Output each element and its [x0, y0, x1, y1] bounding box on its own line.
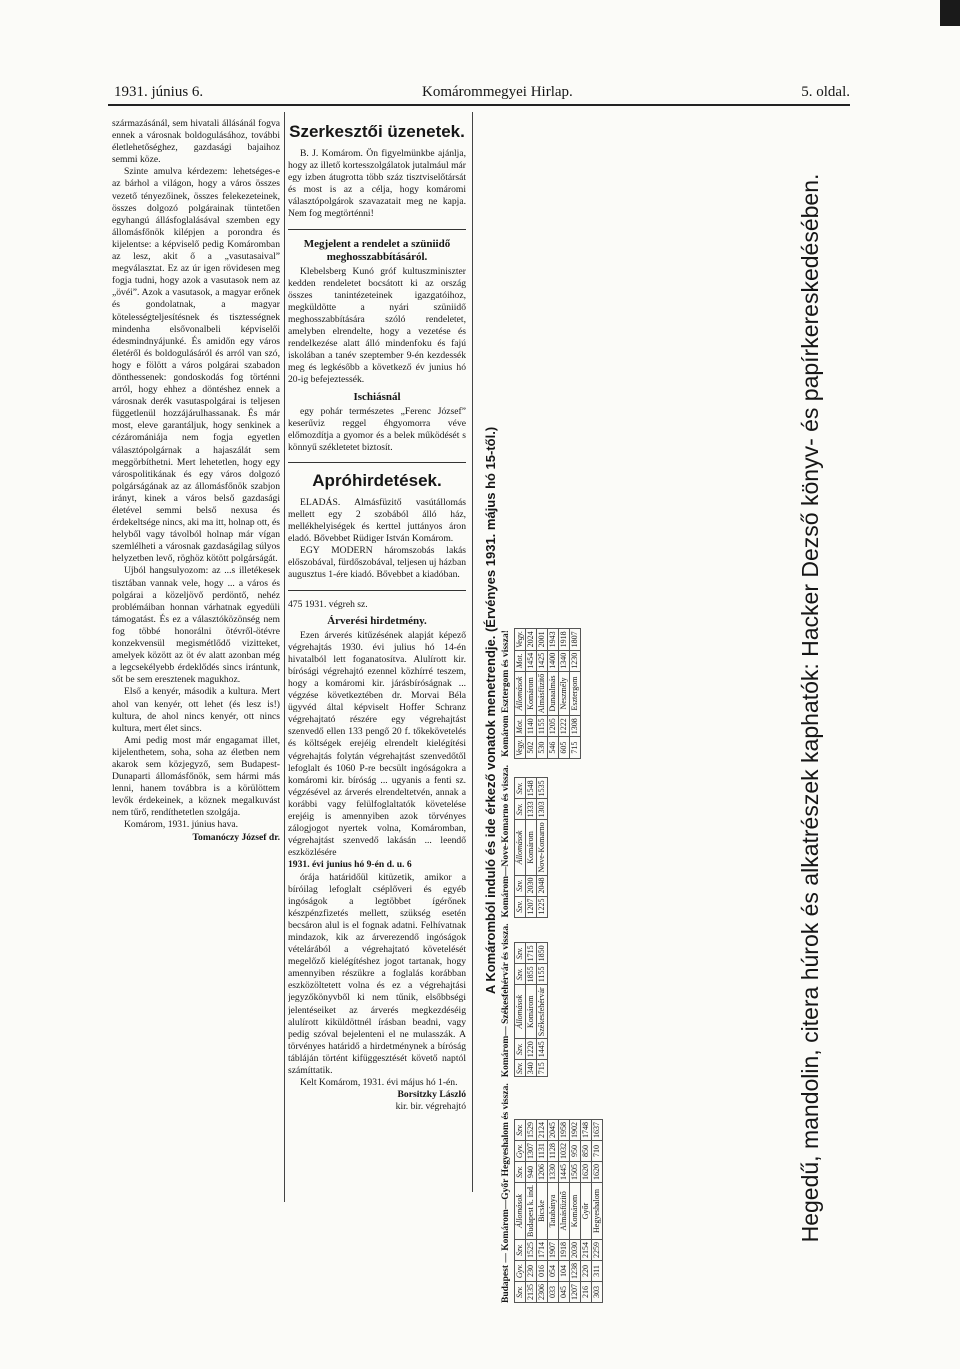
timetable-cell: 1220 — [526, 1039, 537, 1060]
timetable-cell: 1529 — [526, 1120, 537, 1141]
timetable-header-cell: Mot. — [515, 650, 526, 671]
timetable-cell: 311 — [592, 1261, 603, 1282]
place-date: Komárom, 1931. június hava. — [124, 819, 239, 831]
timetable-header-cell: Szv. — [515, 896, 526, 917]
timetable-cell: 1308 — [570, 716, 581, 737]
column-divider — [472, 112, 473, 1192]
timetable-header-cell: Szv. — [515, 943, 526, 964]
timetable-cell: 1400 — [548, 650, 559, 671]
article-column — [112, 118, 280, 1198]
timetable-cell: Nove-Komarno — [537, 820, 548, 875]
timetable-cell: 2045 — [548, 1120, 559, 1141]
timetable-header-cell: Mot. — [515, 716, 526, 737]
timetable-table — [514, 942, 548, 1077]
timetable-cell: 1128 — [548, 1141, 559, 1162]
editorial-text: B. J. Komárom. Ön figyelmünkbe ajánlja, hogy az illető kortesszolgálatok jutalmául már egy izben átugrotta több száz tisztviselőtársát és most is az a célja, hogy komáromi választópolgárok szavazatait meg ne kapja. Nem fog megtörténni! — [288, 148, 466, 220]
timetable-cell: 1505 — [570, 1162, 581, 1183]
divider — [288, 462, 466, 463]
timetable-row — [592, 1120, 603, 1303]
timetable-section — [500, 1083, 603, 1303]
timetable-row — [559, 1120, 570, 1303]
timetable-row — [548, 1120, 559, 1303]
timetable-cell: 1207 — [526, 896, 537, 917]
timetable-row — [537, 1120, 548, 1303]
timetable-cell: 546 — [548, 737, 559, 759]
scan-edge-mark — [940, 0, 960, 26]
timetable-title: A Komáromból induló és ide érkező vonatok menetrendje. (Érvényes 1931. május hó 15-től.) — [483, 426, 498, 995]
timetable-cell: 2306 — [537, 1282, 548, 1303]
timetable-section-caption: Komárom— Székesfehérvár és vissza. — [501, 923, 511, 1078]
timetable-row — [570, 629, 581, 759]
timetable-cell: 1131 — [537, 1141, 548, 1162]
timetable-cell: 715 — [570, 737, 581, 759]
timetable-header-cell: Állomások — [515, 985, 526, 1039]
timetable-cell: 1330 — [548, 1162, 559, 1183]
timetable-cell: 1140 — [526, 716, 537, 737]
timetable-cell: 1207 — [570, 1282, 581, 1303]
timetable-cell: Győr — [581, 1183, 592, 1240]
timetable-cell: 940 — [526, 1162, 537, 1183]
timetable-cell: Tatabánya — [548, 1183, 559, 1240]
advertisement — [790, 118, 830, 1298]
timetable-cell: 1807 — [570, 629, 581, 651]
auction-text-continued: órája határidőül kitüzetik, amikor a bíróilag lefoglalt cséplőveri és egyéb ingóságok a legtöbbet ígérőnek készpénzfizetés mellett, szükség esetén becsáron alul is el fognak adatni. Felhívatnak mindazok, kik az árverezendő ingóságok vételárából a végrehajtató követelését megelőző kielégítéshez jogot tartanak, hogy amennyiben részükre a foglalás korábban eszközöltetett volna és ez a végrehajtási jegyzőkönyvből ki nem tűnik, elsőbbségi jelentéseiket az árverés megkezdéséig alulírott kiküldöttnél írásban beadni, vagy pedig szóval bejelenteni el ne mulasszák. A törvényes határidő a hirdetménynek a bíróság tábláján történt kifüggesztését követő naptól számíttatik. — [288, 871, 466, 1076]
paragraph: Első a kenyér, második a kultura. Mert ahol van kenyér, ott lehet (és lesz is!) kultura, de ahol nincs kenyér, ott nincs kultura, mert élet sincs. — [112, 686, 280, 734]
timetable-cell: 605 — [559, 737, 570, 759]
timetable-cell: 1918 — [559, 629, 570, 651]
timetable-cell: Székesfehérvár — [537, 985, 548, 1039]
divider — [288, 229, 466, 230]
timetable-cell: 1155 — [537, 716, 548, 737]
paragraph: Ujból hangsulyozom: az ...s illetékesek tisztában vannak vele, hogy ... a város és polgárai a közeljövő perdöntő, nehéz problémáiban honnan várhatnak egyedüli támogatást. És ez a választóközönség nem fog többé honorálni ötévről-ötévre konzekvensül megismétlődő vizitteket, amelyek között az öt év alatt azonban még a legcsekélyebb érdeklődés sincs irántunk, sőt be sem eresztenek magukhoz. — [112, 565, 280, 686]
timetable-row — [537, 778, 548, 917]
author-signature: Tomanóczy József dr. — [192, 831, 280, 843]
train-timetable — [482, 118, 814, 1303]
timetable-cell: Hegyeshalom — [592, 1183, 603, 1240]
timetable-table — [514, 777, 548, 917]
timetable-cell: 016 — [537, 1261, 548, 1282]
auction-text: Ezen árverés kitűzésének alapját képező végrehajtás 1930. évi julius hó 14-én hivatalból lett foganatosítva. Alulírott kir. bírósági végrehajtó ezennel közhírré teszem, hogy a komáromi kir. járásbíróságnak ... végzése következtében dr. Morvai Béla ügyvéd által képviselt Hoffer Schranz végrehajtató részére egy végrehajtást szenvedő ellen 133 pengő 20 f. tőkekövetelés és költségek erejéig elrendelt kielégítési végrehajtás folytán végrehajtást szenvedőtől lefoglalt és 1060 P-re becsült ingóságokra a komáromi kir. bíróság ... ugyanis a fenti sz. végzésével az árverés elrendeltetvén, annak a korábbi vagy felülfoglaltatók követelése erejéig is amennyiben azok törvényes zálogjogot nyertek volna, Komáromban, végrehajtást szenvedő lakásán ... leendő eszközlésére — [288, 629, 466, 859]
timetable-cell: 220 — [581, 1261, 592, 1282]
news-column — [288, 118, 466, 1118]
timetable-cell: Komárom — [570, 1183, 581, 1240]
classified-ad: EGY MODERN háromszobás lakás előszobával, fürdőszobával, teljesen uj házban augusztus 1-ére kiadó. Bővebbet a kiadóban. — [288, 545, 466, 581]
timetable-cell: 1206 — [537, 1162, 548, 1183]
timetable-cell: 1620 — [581, 1162, 592, 1183]
timetable-cell: 2135 — [526, 1282, 537, 1303]
timetable-cell: Budapest k. ind. — [526, 1183, 537, 1240]
timetable-cell: Komárom — [526, 671, 537, 716]
timetable-cell: 1425 — [537, 650, 548, 671]
timetable-cell: 2030 — [526, 875, 537, 896]
newspaper-title: Komárommegyei Hirlap. — [422, 84, 573, 100]
timetable-cell: 1230 — [570, 650, 581, 671]
timetable-cell: 2030 — [570, 1240, 581, 1261]
timetable-cell: 1155 — [537, 964, 548, 985]
timetable-cell: 950 — [570, 1141, 581, 1162]
timetable-header-cell: Szv. — [515, 1060, 526, 1077]
timetable-cell: 1620 — [592, 1162, 603, 1183]
timetable-cell: 045 — [559, 1282, 570, 1303]
timetable-cell: 530 — [537, 737, 548, 759]
timetable-cell: 1958 — [559, 1120, 570, 1141]
issue-date: 1931. június 6. — [114, 84, 204, 100]
auction-date: 1931. évi junius hó 9-én d. u. 6 — [288, 859, 412, 871]
timetable-cell: 216 — [581, 1282, 592, 1303]
timetable-grid — [500, 118, 603, 1303]
timetable-table — [514, 1119, 603, 1303]
timetable-cell: 2024 — [526, 629, 537, 651]
timetable-row — [537, 943, 548, 1077]
auction-place: Kelt Komárom, 1931. évi május hó 1-én. — [300, 1077, 458, 1089]
timetable-cell: 1714 — [537, 1240, 548, 1261]
auction-signature-role: kir. bir. végrehajtó — [395, 1101, 466, 1113]
timetable-header-cell: Állomások — [515, 1183, 526, 1240]
timetable-header-cell: Szv. — [515, 1120, 526, 1141]
timetable-header-cell: Állomások — [515, 671, 526, 716]
classifieds-title: Apróhirdetések. — [312, 470, 442, 490]
timetable-row — [526, 943, 537, 1077]
timetable-cell: 340 — [526, 1060, 537, 1077]
paragraph: Szinte amulva kérdezem: lehetséges-e az bárhol a világon, hogy a város összes vezető tényezőinek, összes felekezeteinek, összes dolgozó polgárainak tüntetően egyhangú állásfoglalásával szemben egy állomásfőnök kilépjen a porondra és kijelentse: a képviselő pedig Komáromban az lesz, akit ő a „vasutasaival” megválasztat. Ez az úr igen rövidesen meg fogja tudni, hogy azok a vasutasok nem az „övéi”. Azok a vasutasok, a magyar erőnek és gondolatnak, a magyar kötelességteljesítésnek és tisztességnek mindenha elsővonalbeli képviselői édesmindnyájunké. És amidőn egy város életéről és boldogulásáról és arról van szó, hogy e fölött a város polgárai szabadon dönthessenek: gondoskodás fog történni arról, hogy ehhez a döntéshez ennek a városnak derék vasutaspolgárai is teljesen függetlenül hozzájárulhassanak. És már most, eleve garantáljuk, hogy senkinek a cézáromániája nem fogja egyetlen választópolgárnak a hajaszálát sem meggörbíthetni. Mert lehetetlen, hogy egy várospolitikának és egy város dolgozó polgárságának az az állomásfőnök szabjon irányt, kinek a város belső gazdasági életével semmi belső nexusa és érdekeltsége nincs, aki ma itt, holnap ott, és helyből vagy távolból holnap már vígan szemlélheti a városnak gazdaságilag súlyos helyzetben levő, röghöz kötött polgárságát. — [112, 166, 280, 565]
timetable-section — [500, 765, 603, 918]
timetable-row — [570, 1120, 581, 1303]
timetable-section-caption: Komárom Esztergom és vissza! — [501, 630, 511, 757]
timetable-cell: 1525 — [526, 1240, 537, 1261]
timetable-cell: Komárom — [526, 820, 537, 875]
timetable-cell: Almásfüzitő — [559, 1183, 570, 1240]
timetable-cell: 054 — [548, 1261, 559, 1282]
timetable-cell: 1637 — [592, 1120, 603, 1141]
timetable-row — [581, 1120, 592, 1303]
timetable-cell: 1222 — [559, 716, 570, 737]
timetable-cell: 1333 — [526, 799, 537, 820]
decree-text: Klebelsberg Kunó gróf kultuszminiszter kedden rendeletet bocsátott ki az ország összes tanintézeteinek igazgatóihoz, megküldötte a nyári szüniidő meghosszabbítására szóló rendeletet, amelyben elrendelte, hogy a vezetése és rendelkezése alatt álló mindenfoku és fajú iskolában a tanév szeptember 9-én kezdessék meg és legkésőbb a következő év junius hó 20-ig befejeztessék. — [288, 265, 466, 386]
auction-title: Árverési hirdetmény. — [327, 614, 427, 627]
timetable-cell: 1855 — [526, 964, 537, 985]
timetable-header-cell: Szv. — [515, 1282, 526, 1303]
editorial-title: Szerkesztői üzenetek. — [289, 122, 465, 141]
timetable-cell: 1548 — [526, 778, 537, 799]
auction-reference: 475 1931. végreh sz. — [288, 598, 368, 610]
auction-signature: Borsitzky László — [397, 1089, 466, 1101]
timetable-cell: Komárom — [526, 985, 537, 1039]
timetable-cell: 1205 — [548, 716, 559, 737]
timetable-table — [514, 628, 581, 759]
timetable-row — [526, 778, 537, 917]
timetable-cell: 2259 — [592, 1240, 603, 1261]
classified-ad: ELADÁS. Almásfüzitő vasútállomás mellett egy 2 szobából álló ház, mellékhelyiségek és kerttel juttányos áron eladó. Bővebbet Rüdiger István Komárom. — [288, 496, 466, 545]
timetable-cell: 1943 — [548, 629, 559, 651]
timetable-cell: 1902 — [570, 1120, 581, 1141]
advertisement-text: Hegedű, mandolin, citera húrok és alkatrészek kaphatók: Hacker Dezső könyv- és papírkereskedésében. — [797, 173, 823, 1243]
ischia-text: egy pohár természetes „Ferenc József” keserűviz reggel éhgyomorra véve előmozdítja a gyomor és a belek működését s könnyű székletetet biztosít. — [288, 405, 466, 453]
timetable-header-cell: Szv. — [515, 1240, 526, 1261]
page-header — [108, 82, 850, 106]
timetable-section — [500, 924, 603, 1078]
timetable-header-cell: Szv. — [515, 1039, 526, 1060]
timetable-cell: 1918 — [559, 1240, 570, 1261]
timetable-cell: 1032 — [559, 1141, 570, 1162]
paragraph: Ami pedig most már engagamat illet, kijelenthetem, soha, soha az életben nem akarok sem közjegyző, sem Budapest-Dunaparti állomásfőnök, sem hármi más lenni, hanem továbbra is a körülöttem levők érdekeinek, a köznek megalkuvást nem tűrő, rendíthetetlen szolgája. — [112, 734, 280, 819]
timetable-cell: 502 — [526, 737, 537, 759]
timetable-row — [559, 629, 570, 759]
timetable-row — [526, 1120, 537, 1303]
timetable-cell: 2124 — [537, 1120, 548, 1141]
timetable-cell: 2154 — [581, 1240, 592, 1261]
timetable-cell: 303 — [592, 1282, 603, 1303]
timetable-cell: 033 — [548, 1282, 559, 1303]
timetable-cell: Dunaalmás — [548, 671, 559, 716]
timetable-cell: 1238 — [570, 1261, 581, 1282]
timetable-header-cell: Állomások — [515, 820, 526, 875]
timetable-header-cell: Szv. — [515, 875, 526, 896]
timetable-cell: 1907 — [548, 1240, 559, 1261]
timetable-cell: 1535 — [537, 778, 548, 799]
timetable-cell: 2048 — [537, 875, 548, 896]
ischia-title: Ischiásnál — [353, 390, 401, 403]
paragraph: származásánál, sem hivatali állásánál fogva ennek a városnak boldogulásához, további életlehetőséghez, gazdasági bajaihoz semmi köze. — [112, 118, 280, 166]
timetable-cell: 1445 — [537, 1039, 548, 1060]
timetable-header-cell: Gyv. — [515, 1261, 526, 1282]
timetable-cell: Bicske — [537, 1183, 548, 1240]
timetable-section-caption: Komárom—Nove-Komarno és vissza. — [501, 764, 511, 918]
timetable-cell: 1445 — [559, 1162, 570, 1183]
timetable-row — [526, 629, 537, 759]
timetable-cell: Esztergom — [570, 671, 581, 716]
timetable-row — [537, 629, 548, 759]
timetable-header-cell: Szv. — [515, 964, 526, 985]
timetable-cell: 1454 — [526, 650, 537, 671]
timetable-section-caption: Budapest — Komárom—Győr Hegyeshalom és vissza. — [501, 1083, 511, 1303]
divider — [288, 590, 466, 591]
timetable-header-cell: Szv. — [515, 778, 526, 799]
timetable-cell: 2001 — [537, 629, 548, 651]
timetable-cell: Almásfüzitő — [537, 671, 548, 716]
timetable-cell: 715 — [537, 1060, 548, 1077]
timetable-cell: Neszmély — [559, 671, 570, 716]
timetable-row — [548, 629, 559, 759]
timetable-cell: 850 — [581, 1141, 592, 1162]
timetable-cell: 1303 — [537, 799, 548, 820]
timetable-cell: 1307 — [526, 1141, 537, 1162]
column-divider — [284, 112, 285, 1202]
decree-title: Megjelent a rendelet a szüniidő meghosszabbításáról. — [303, 237, 451, 263]
timetable-cell: 1225 — [537, 896, 548, 917]
timetable-cell: 1340 — [559, 650, 570, 671]
page-number: 5. oldal. — [801, 84, 850, 100]
timetable-cell: 1715 — [526, 943, 537, 964]
timetable-section — [500, 628, 603, 759]
timetable-cell: 230 — [526, 1261, 537, 1282]
timetable-cell: 1748 — [581, 1120, 592, 1141]
timetable-header-cell: Vegy. — [515, 629, 526, 651]
timetable-cell: 710 — [592, 1141, 603, 1162]
timetable-cell: 1850 — [537, 943, 548, 964]
timetable-header-cell: Vegy. — [515, 737, 526, 759]
timetable-cell: 104 — [559, 1261, 570, 1282]
timetable-header-cell: Gyv. — [515, 1141, 526, 1162]
timetable-header-cell: Szv. — [515, 799, 526, 820]
timetable-header-cell: Szv. — [515, 1162, 526, 1183]
